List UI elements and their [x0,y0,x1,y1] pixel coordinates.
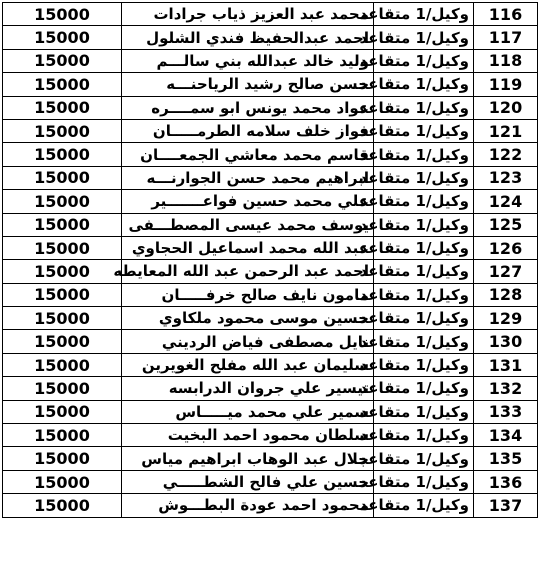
table-row [3,353,538,376]
name-cell: فواز خلف سلامه الطرمـــــان [122,119,374,142]
rank-cell: وكيل/1 متقاعد [374,166,474,189]
rank-cell: وكيل/1 متقاعد [374,49,474,72]
amount-cell: 15000 [3,424,122,447]
amount-cell: 15000 [3,26,122,49]
amount-cell: 15000 [3,494,122,517]
rank-cell: وكيل/1 متقاعد [374,190,474,213]
amount-cell: 15000 [3,143,122,166]
rank-cell: وكيل/1 متقاعد [374,26,474,49]
rank-cell: وكيل/1 متقاعد [374,283,474,306]
table-row [3,73,538,96]
name-cell: سليمان عبد الله مفلح الغويرين [122,353,374,376]
amount-cell: 15000 [3,236,122,259]
name-cell: يوسف محمد عيسى المصطـــفى [122,213,374,236]
table-row [3,330,538,353]
row-number: 126 [474,236,538,259]
table-row [3,283,538,306]
name-cell: تيسير علي جروان الدرابسه [122,377,374,400]
table-row [3,494,538,517]
table-row [3,3,538,26]
row-number: 125 [474,213,538,236]
row-number: 123 [474,166,538,189]
row-number: 137 [474,494,538,517]
amount-cell: 15000 [3,190,122,213]
amount-cell: 15000 [3,3,122,26]
name-cell: قاسم محمد معاشي الجمعــــان [122,143,374,166]
name-cell: ابراهيم محمد حسن الجوارنـــه [122,166,374,189]
rank-cell: وكيل/1 متقاعد [374,353,474,376]
table-row [3,96,538,119]
table-row [3,260,538,283]
amount-cell: 15000 [3,307,122,330]
name-cell: حسين موسى محمود ملكاوي [122,307,374,330]
amount-cell: 15000 [3,283,122,306]
row-number: 118 [474,49,538,72]
amount-cell: 15000 [3,330,122,353]
table-row [3,190,538,213]
name-cell: محمد عبد العزيز ذياب جرادات [122,3,374,26]
amount-cell: 15000 [3,353,122,376]
table-row [3,236,538,259]
table-row [3,447,538,470]
amount-cell: 15000 [3,96,122,119]
rank-cell: وكيل/1 متقاعد [374,73,474,96]
row-number: 117 [474,26,538,49]
amount-cell: 15000 [3,400,122,423]
name-cell: وليد خالد عبدالله بني سالـــم [122,49,374,72]
name-cell: سلطان محمود احمد البخيت [122,424,374,447]
rank-cell: وكيل/1 متقاعد [374,307,474,330]
table-row [3,26,538,49]
roster-table [2,2,538,518]
rank-cell: وكيل/1 متقاعد [374,330,474,353]
rank-cell: وكيل/1 متقاعد [374,377,474,400]
row-number: 136 [474,470,538,493]
roster-body [3,3,538,518]
table-row [3,119,538,142]
row-number: 119 [474,73,538,96]
row-number: 128 [474,283,538,306]
rank-cell: وكيل/1 متقاعد [374,470,474,493]
amount-cell: 15000 [3,260,122,283]
table-row [3,377,538,400]
rank-cell: وكيل/1 متقاعد [374,447,474,470]
table-row [3,49,538,72]
amount-cell: 15000 [3,213,122,236]
row-number: 135 [474,447,538,470]
table-row [3,143,538,166]
row-number: 127 [474,260,538,283]
amount-cell: 15000 [3,73,122,96]
table-row [3,424,538,447]
name-cell: علي محمد حسين فواعـــــــير [122,190,374,213]
name-cell: حسن صالح رشيد الرياحنـــه [122,73,374,96]
rank-cell: وكيل/1 متقاعد [374,143,474,166]
row-number: 122 [474,143,538,166]
rank-cell: وكيل/1 متقاعد [374,119,474,142]
table-row [3,400,538,423]
row-number: 129 [474,307,538,330]
row-number: 131 [474,353,538,376]
table-row [3,307,538,330]
row-number: 132 [474,377,538,400]
rank-cell: وكيل/1 متقاعد [374,96,474,119]
rank-cell: وكيل/1 متقاعد [374,236,474,259]
row-number: 124 [474,190,538,213]
amount-cell: 15000 [3,49,122,72]
rank-cell: وكيل/1 متقاعد [374,424,474,447]
name-cell: محمود احمد عودة البطـــوش [122,494,374,517]
rank-cell: وكيل/1 متقاعد [374,213,474,236]
rank-cell: وكيل/1 متقاعد [374,494,474,517]
name-cell: عبد الله محمد اسماعيل الحجاوي [122,236,374,259]
name-cell: سمير علي محمد ميـــــاس [122,400,374,423]
row-number: 134 [474,424,538,447]
amount-cell: 15000 [3,470,122,493]
name-cell: نايل مصطفى فياض الرديني [122,330,374,353]
amount-cell: 15000 [3,166,122,189]
row-number: 116 [474,3,538,26]
rank-cell: وكيل/1 متقاعد [374,400,474,423]
table-row [3,213,538,236]
rank-cell: وكيل/1 متقاعد [374,260,474,283]
rank-cell: وكيل/1 متقاعد [374,3,474,26]
row-number: 130 [474,330,538,353]
name-cell: مامون نايف صالح خرفـــــان [122,283,374,306]
row-number: 121 [474,119,538,142]
table-row [3,166,538,189]
row-number: 120 [474,96,538,119]
name-cell: حسين علي فالح الشطـــــي [122,470,374,493]
name-cell: جلال عبد الوهاب ابراهيم مياس [122,447,374,470]
name-cell: احمد عبدالحفيظ فندي الشلول [122,26,374,49]
table-row [3,470,538,493]
row-number: 133 [474,400,538,423]
amount-cell: 15000 [3,377,122,400]
amount-cell: 15000 [3,119,122,142]
name-cell: احمد عبد الرحمن عبد الله المعايطه [122,260,374,283]
amount-cell: 15000 [3,447,122,470]
name-cell: عواد محمد يونس ابو سمــــره [122,96,374,119]
